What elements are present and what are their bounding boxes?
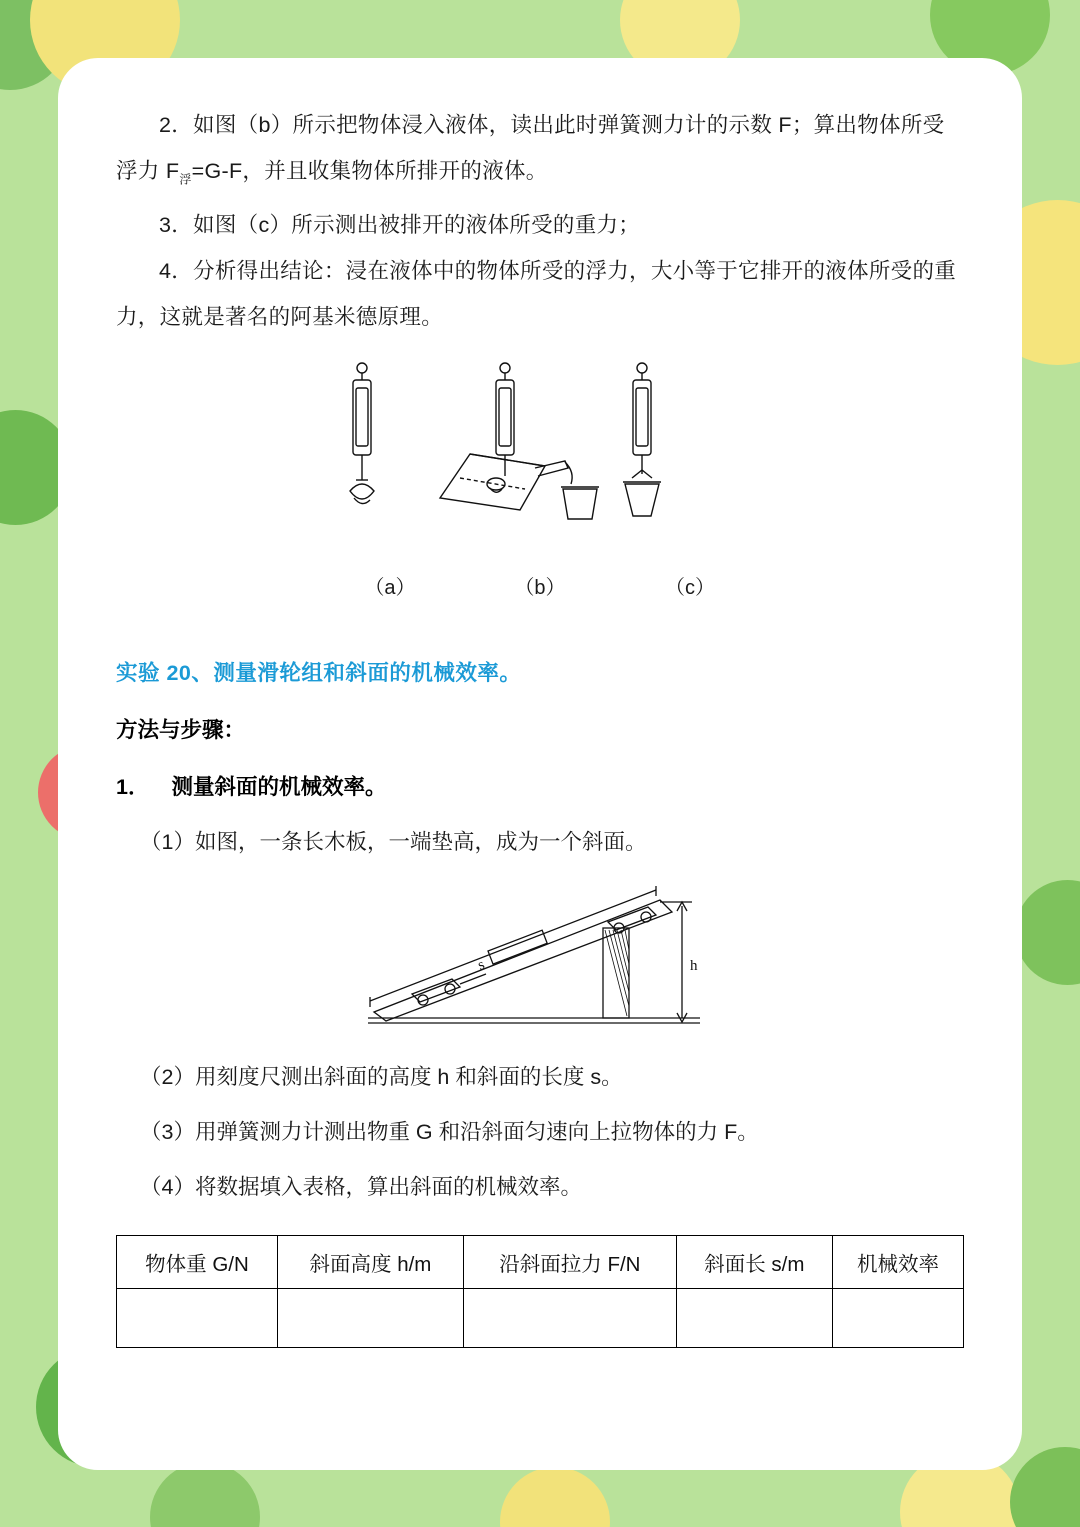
- figure-caption-a: （a）: [364, 577, 416, 600]
- table-header-row: [117, 1236, 964, 1289]
- table-header-cell: 沿斜面拉力 F/N: [463, 1236, 676, 1289]
- item-2: （2）用刻度尺测出斜面的高度 h 和斜面的长度 s。: [140, 1065, 623, 1090]
- table-header-cell: 机械效率: [832, 1236, 963, 1289]
- table-cell: [463, 1289, 676, 1348]
- item-4: （4）将数据填入表格，算出斜面的机械效率。: [140, 1175, 582, 1200]
- experiment-title: 实验 20、测量滑轮组和斜面的机械效率。: [116, 661, 522, 686]
- archimedes-diagram-svg: [320, 358, 760, 563]
- paragraph-step2-tail: =G-F，并且收集物体所排开的液体。: [191, 159, 548, 183]
- step-1: [116, 770, 964, 801]
- item-1: （1）如图，一条长木板，一端垫高，成为一个斜面。: [140, 830, 647, 855]
- figure-caption-c: （c）: [665, 577, 715, 600]
- table-header-cell: 斜面高度 h/m: [277, 1236, 463, 1289]
- table-cell: [277, 1289, 463, 1348]
- document-page: [58, 58, 1022, 1470]
- paragraph-step3: 3．如图（c）所示测出被排开的液体所受的重力；: [159, 213, 641, 238]
- step-1-number: 1．: [116, 775, 150, 800]
- paragraph-step2-text: 2．如图（b）所示把物体浸入液体，读出此时弹簧测力计的示数 F；算出物体所受浮力 F: [116, 113, 945, 183]
- decor-circle-green: [1015, 880, 1080, 985]
- subscript-fu: 浮: [179, 172, 192, 187]
- decor-circle-green: [1010, 1447, 1080, 1527]
- table-cell: [117, 1289, 278, 1348]
- figure-caption-b: （b）: [514, 577, 566, 600]
- efficiency-data-table: [116, 1235, 964, 1348]
- figure-archimedes: [116, 358, 964, 563]
- table-row: [117, 1289, 964, 1348]
- table-cell: [676, 1289, 832, 1348]
- decor-circle-yellow: [500, 1467, 610, 1527]
- item-3: （3）用弹簧测力计测出物重 G 和沿斜面匀速向上拉物体的力 F。: [140, 1120, 759, 1145]
- table-header-cell: 斜面长 s/m: [676, 1236, 832, 1289]
- inclined-plane-svg: [360, 866, 720, 1036]
- label-h: h: [690, 958, 698, 975]
- paragraph-step2: [116, 102, 964, 202]
- table-header-cell: 物体重 G/N: [117, 1236, 278, 1289]
- paragraph-step4: 4．分析得出结论：浸在液体中的物体所受的浮力，大小等于它排开的液体所受的重力，这就是著名的阿基米德原理。: [116, 259, 957, 330]
- figure-inclined-plane: [116, 866, 964, 1036]
- step-1-text: 测量斜面的机械效率。: [171, 775, 387, 800]
- table-cell: [832, 1289, 963, 1348]
- figure-captions: [116, 571, 964, 600]
- label-s: s: [475, 956, 487, 975]
- decor-circle-green: [150, 1462, 260, 1527]
- method-heading: 方法与步骤：: [116, 718, 246, 743]
